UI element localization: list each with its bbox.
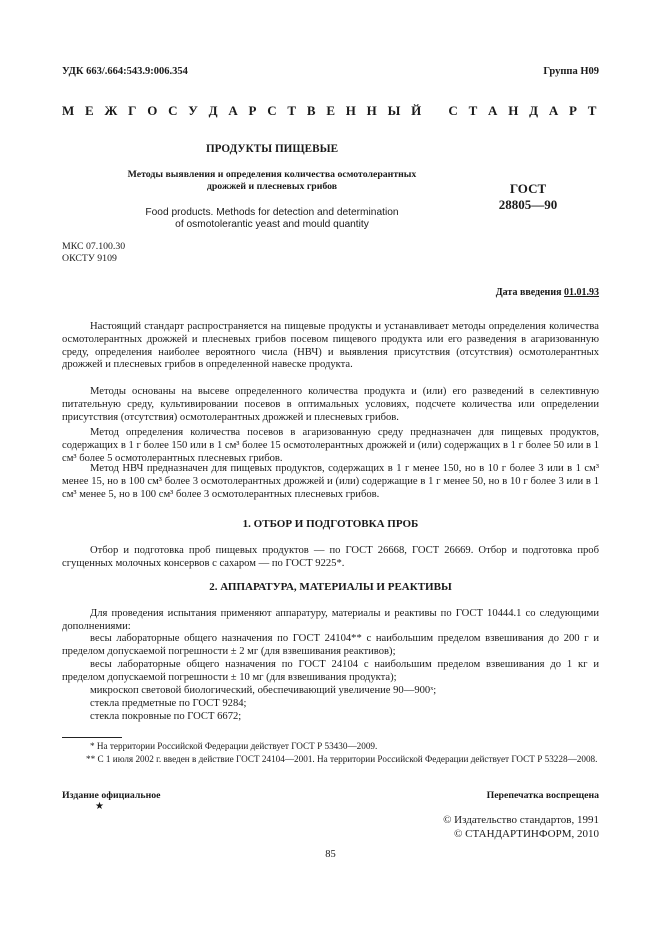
document-title: ПРОДУКТЫ ПИЩЕВЫЕ [205, 143, 339, 155]
subtitle-line-1: Методы выявления и определения количества осмотолерантных [127, 169, 417, 180]
intro-paragraph-3 [62, 427, 599, 465]
section-2-item-4 [62, 698, 599, 711]
effective-date-label: Дата введения [495, 287, 562, 298]
official-edition: Издание официальное [62, 790, 161, 801]
section-2-item-5-text: стекла покровные по ГОСТ 6672; [90, 711, 242, 722]
english-title-line-2: of osmotolerantic yeast and mould quantity [175, 219, 369, 230]
section-2-item-1-text: весы лабораторные общего назначения по ГОСТ 24104** с наибольшим пределом взвешивания до 200 г и пределом допускаемой погрешности ± 2 мг (для взвешивания реактивов); [62, 633, 599, 657]
official-star-icon: ★ [95, 801, 104, 812]
udk-code: УДК 663/.664:543.9:006.354 [62, 66, 188, 77]
page-number: 85 [325, 849, 336, 860]
english-title-line-1: Food products. Methods for detection and determination [145, 207, 399, 218]
effective-date-value: 01.01.93 [564, 287, 599, 298]
copyright-1: © Издательство стандартов, 1991 [443, 814, 599, 826]
section-2-paragraph-text: Для проведения испытания применяют аппаратуру, материалы и реактивы по ГОСТ 10444.1 со следующими дополнениями: [62, 608, 599, 632]
intro-paragraph-1 [62, 321, 599, 372]
copyright-2: © СТАНДАРТИНФОРМ, 2010 [454, 828, 599, 840]
intro-paragraph-2 [62, 386, 599, 424]
subtitle-line-2: дрожжей и плесневых грибов [206, 181, 338, 192]
section-2-item-3-text: микроскоп световой биологический, обеспечивающий увеличение 90—900ˣ; [90, 685, 437, 696]
section-1-paragraph-text: Отбор и подготовка проб пищевых продуктов — по ГОСТ 26668, ГОСТ 26669. Отбор и подготовка проб сгущенных молочных консервов с сахаром — по ГОСТ 9225*. [62, 545, 599, 569]
section-2-item-2-text: весы лабораторные общего назначения по ГОСТ 24104 с наибольшим пределом взвешивания до 1 кг и пределом допускаемой погрешности ± 10 мг (для взвешивания продукта); [62, 659, 599, 683]
standard-banner: М Е Ж Г О С У Д А Р С Т В Е Н Н Ы Й С Т А Н Д А Р Т [62, 103, 599, 118]
intro-paragraph-4 [62, 463, 599, 501]
section-1-heading: 1. ОТБОР И ПОДГОТОВКА ПРОБ [242, 518, 419, 530]
group-code: Группа Н09 [543, 66, 599, 77]
section-2-heading: 2. АППАРАТУРА, МАТЕРИАЛЫ И РЕАКТИВЫ [209, 581, 452, 593]
footnote-1-text: * На территории Российской Федерации действует ГОСТ Р 53430—2009. [90, 741, 378, 751]
gost-number: 28805—90 [498, 197, 558, 212]
gost-label: ГОСТ [509, 181, 547, 196]
section-2-item-4-text: стекла предметные по ГОСТ 9284; [90, 698, 247, 709]
section-2-paragraph [62, 608, 599, 634]
section-2-item-5 [62, 711, 599, 724]
effective-date [496, 287, 599, 298]
intro-paragraph-3-text: Метод определения количества посевов в агаризованную среду предназначен для пищевых продуктов, содержащих в 1 г более 150 или в 1 см³ более 15 осмотолерантных дрожжей и (или) содержащих в 1 г более 50 или в 1 см³ более 5 осмотолерантных плесневых грибов. [62, 427, 599, 464]
section-1-paragraph [62, 545, 599, 571]
footnote-divider [62, 737, 122, 738]
section-2-item-2 [62, 659, 599, 685]
okstu-code: ОКСТУ 9109 [62, 253, 117, 264]
section-2-item-1 [62, 633, 599, 659]
intro-paragraph-1-text: Настоящий стандарт распространяется на пищевые продукты и устанавливает методы определения количества осмотолерантных дрожжей и плесневых грибов посевом пищевого продукта или его разведения в агаризованную среду, определения наиболее вероятного числа (НВЧ) и выявления присутствия (отсутствия) осмотолерантных дрожжей и плесневых грибов в определенной навеске продукта. [62, 321, 599, 371]
intro-paragraph-2-text: Методы основаны на высеве определенного количества продукта и (или) его разведений в селективную питательную среду, культивировании посевов в оптимальных условиях, подсчете количества или определении присутствия (отсутствия) осмотолерантных дрожжей и плесневых грибов. [62, 386, 599, 423]
section-2-item-3 [62, 685, 599, 698]
mks-code: МКС 07.100.30 [62, 241, 126, 252]
reprint-prohibited: Перепечатка воспрещена [486, 790, 599, 801]
intro-paragraph-4-text: Метод НВЧ предназначен для пищевых продуктов, содержащих в 1 г менее 150, но в 10 г более 3 или в 1 см³ менее 15, но в 100 см³ более 3 осмотолерантных дрожжей и (или) содержащие в 1 г менее 50, но в 10 г более 3 или в 1 см³ менее 5, но в 100 см³ более 3 осмотолерантных плесневых грибов. [62, 463, 599, 500]
footnote-2-text: ** С 1 июля 2002 г. введен в действие ГОСТ 24104—2001. На территории Российской Федерации действует ГОСТ Р 53228—2008. [86, 754, 598, 764]
footnote-1 [62, 741, 599, 753]
footnote-2 [62, 754, 599, 766]
